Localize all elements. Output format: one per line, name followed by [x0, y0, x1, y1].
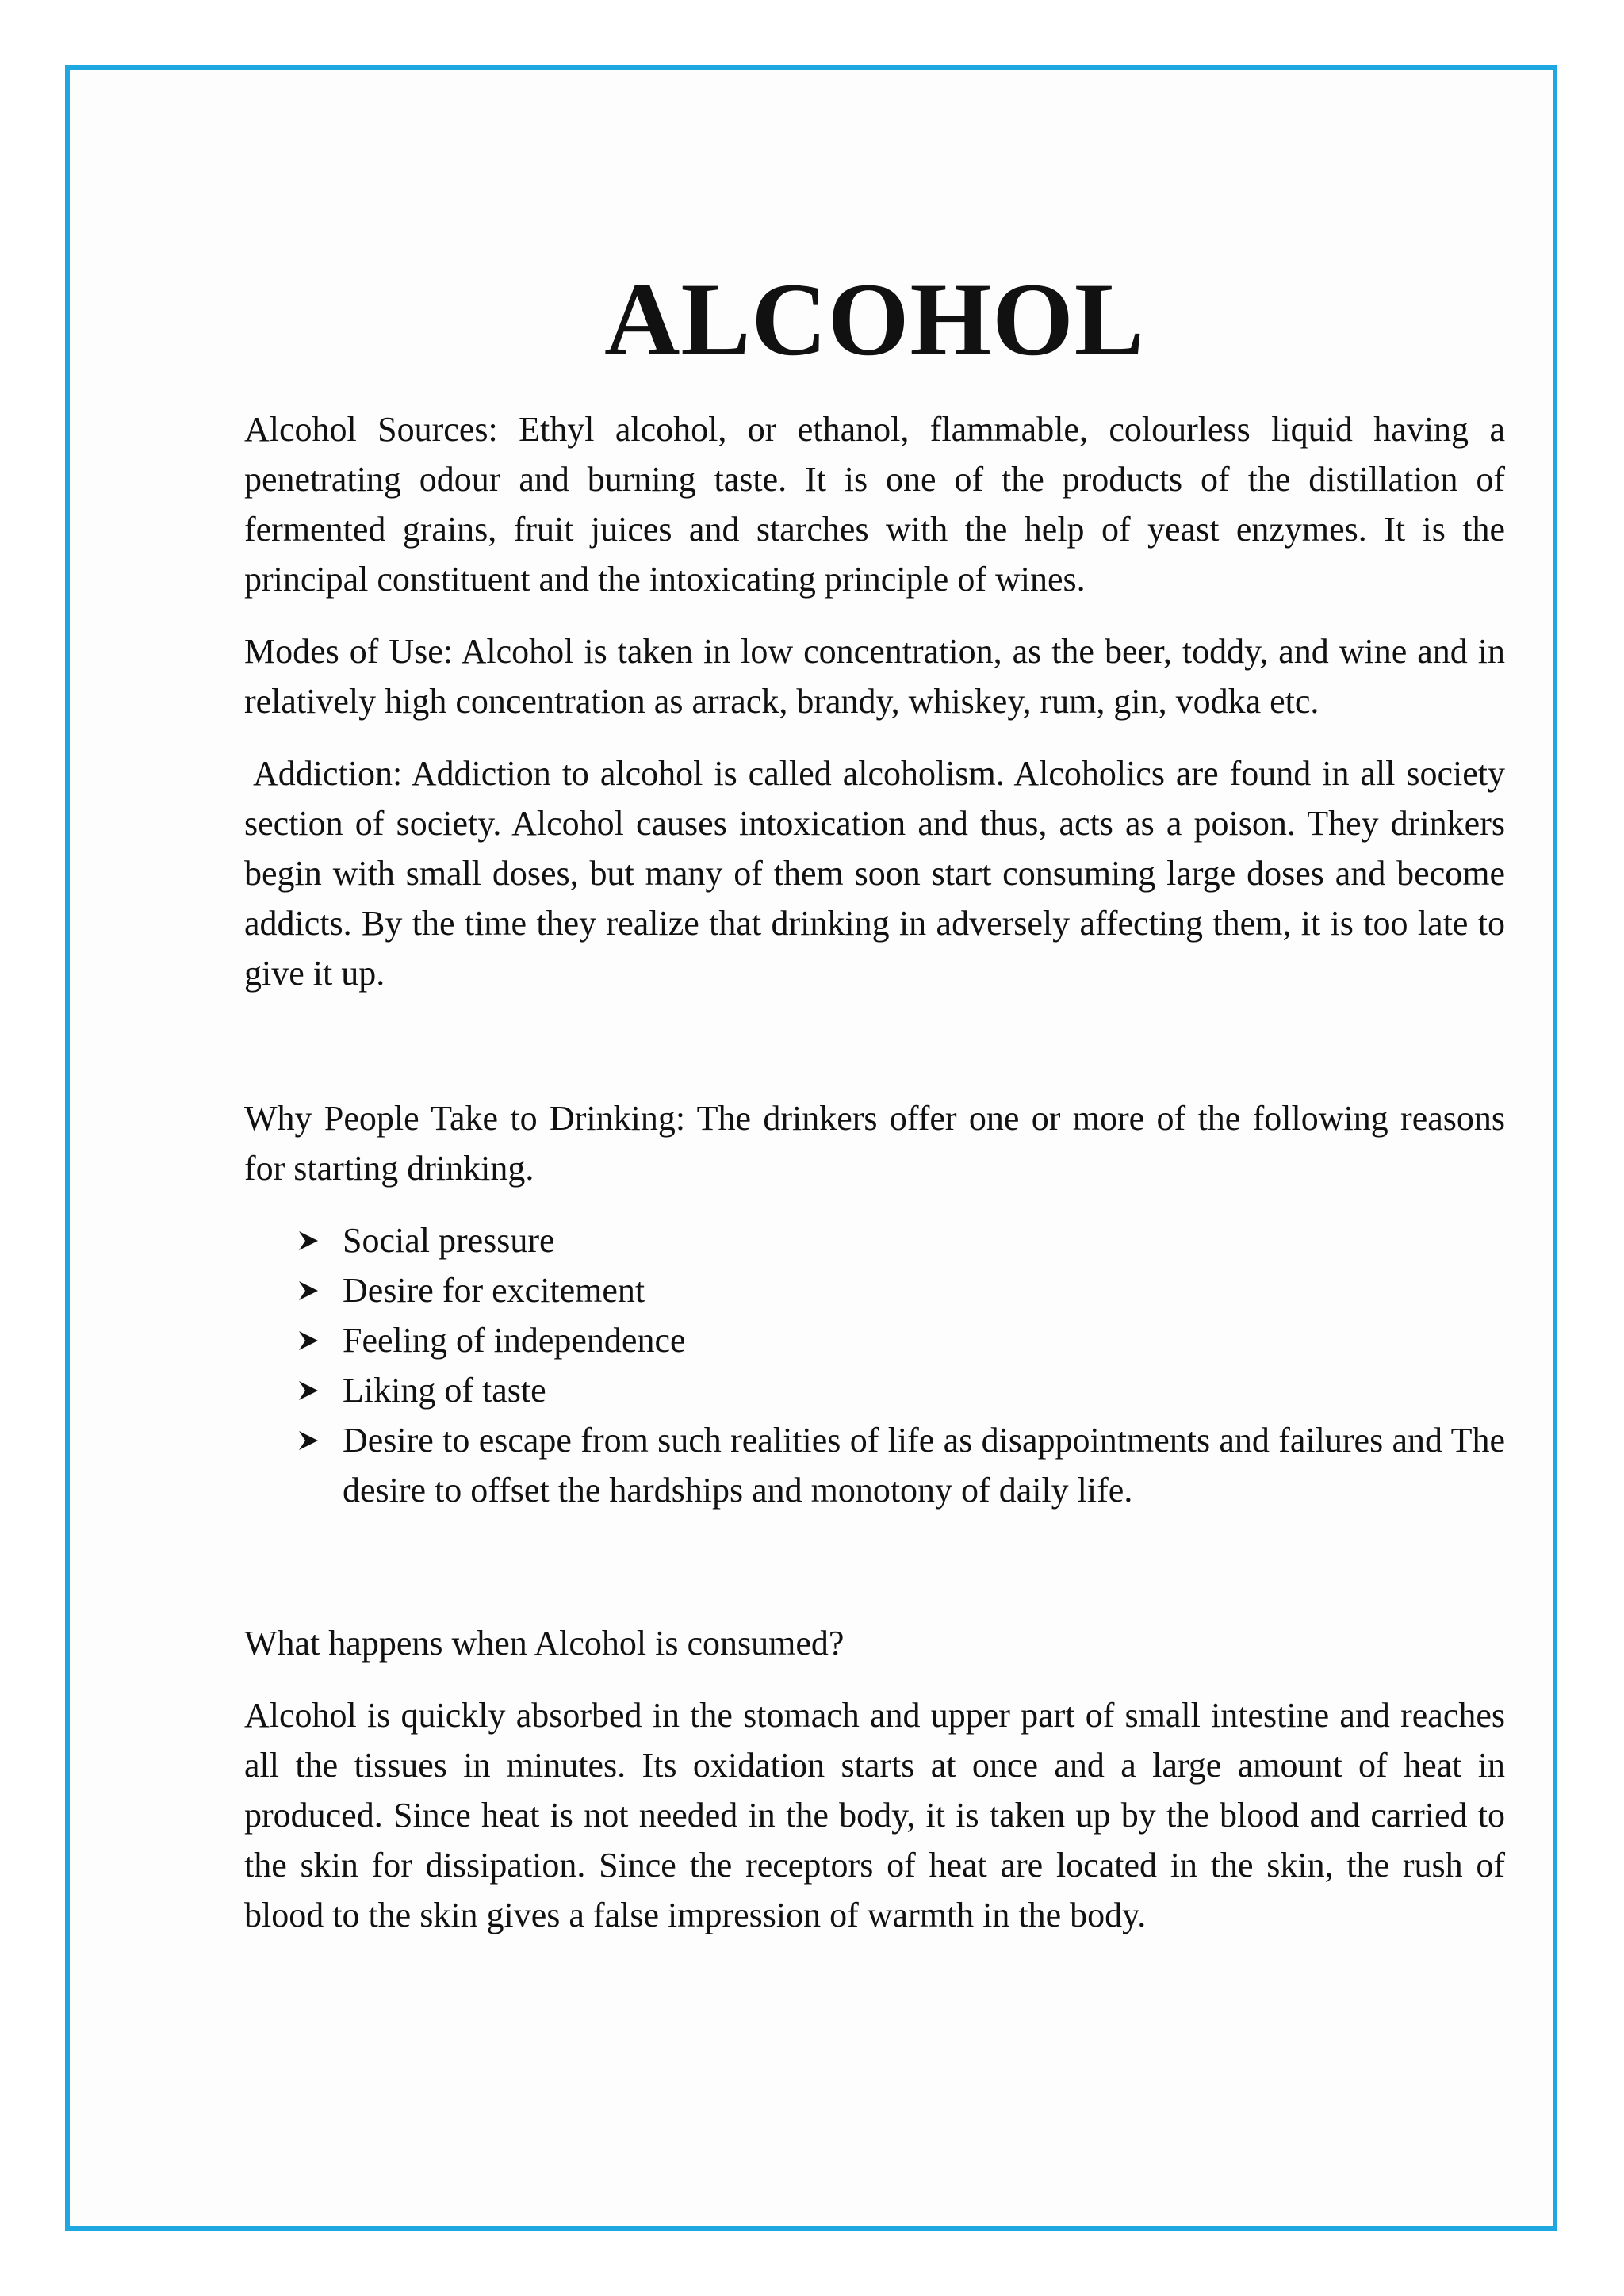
paragraph-sources: Alcohol Sources: Ethyl alcohol, or ethanol, flammable, colourless liquid having a penetrating odour and burning taste. It is one of the products of the distillation of fermented grains, fruit juices and starches with the help of yeast enzymes. It is the principal constituent and the intoxicating principle of wines.: [244, 410, 1505, 599]
list-item: [297, 1215, 1505, 1265]
spacer: [244, 1020, 1505, 1093]
reasons-list: [244, 1215, 1505, 1515]
list-item: [297, 1315, 1505, 1365]
arrowhead-bullet-icon: [297, 1315, 328, 1365]
paragraph-why-people-drink: Why People Take to Drinking: The drinkers offer one or more of the following reasons for starting drinking.: [244, 1099, 1505, 1188]
list-item-text: Desire to escape from such realities of life as disappointments and failures and The desire to offset the hardships and monotony of daily life.: [343, 1421, 1505, 1510]
list-item: [297, 1415, 1505, 1515]
arrowhead-bullet-icon: [297, 1215, 328, 1265]
arrowhead-bullet-icon: [297, 1265, 328, 1315]
list-item-text: Liking of taste: [343, 1371, 546, 1410]
paragraph-modes-of-use: Modes of Use: Alcohol is taken in low concentration, as the beer, toddy, and wine and in relatively high concentration as arrack, brandy, whiskey, rum, gin, vodka etc.: [244, 632, 1505, 721]
paragraph-effects: Alcohol is quickly absorbed in the stomach and upper part of small intestine and reaches all the tissues in minutes. Its oxidation starts at once and a large amount of heat in produced. Since heat is not needed in the body, it is taken up by the blood and carried to the skin for dissipation. Since the receptors of heat are located in the skin, the rush of blood to the skin gives a false impression of warmth in the body.: [244, 1696, 1505, 1934]
list-item-text: Desire for excitement: [343, 1271, 645, 1310]
page-border: [65, 65, 1557, 2231]
list-item: [297, 1265, 1505, 1315]
arrowhead-bullet-icon: [297, 1365, 328, 1415]
page-title: ALCOHOL: [604, 261, 1145, 377]
paragraph-addiction: Addiction: Addiction to alcohol is called alcoholism. Alcoholics are found in all society section of society. Alcohol causes intoxication and thus, acts as a poison. They drinkers begin with small doses, but many of them soon start consuming large doses and become addicts. By the time they realize that drinking in adversely affecting them, it is too late to give it up.: [244, 754, 1505, 993]
paragraph-question: What happens when Alcohol is consumed?: [244, 1624, 845, 1663]
page-content: [244, 260, 1505, 1962]
list-item-text: Social pressure: [343, 1221, 555, 1260]
arrowhead-bullet-icon: [297, 1415, 328, 1465]
list-item: [297, 1365, 1505, 1415]
spacer: [244, 1515, 1505, 1618]
list-item-text: Feeling of independence: [343, 1321, 686, 1360]
